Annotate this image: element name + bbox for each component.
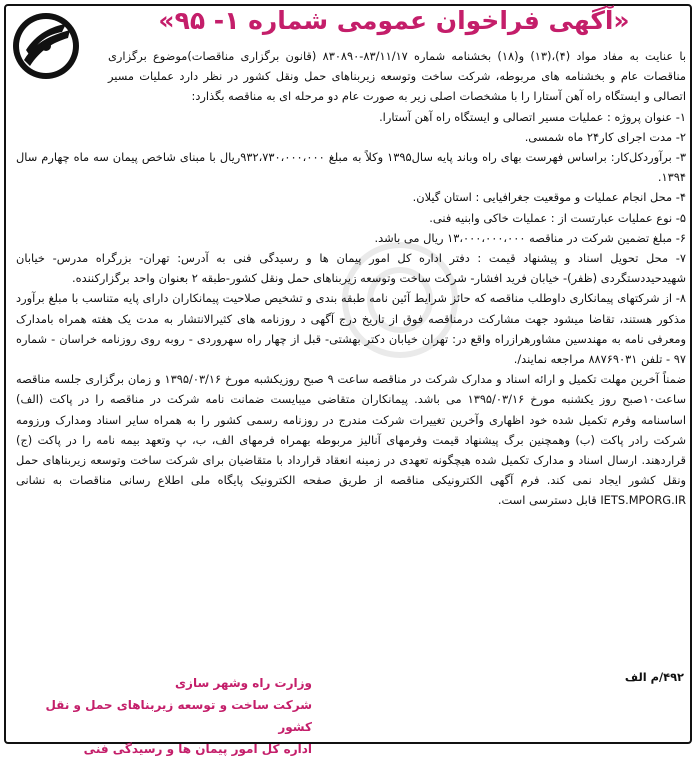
closing-paragraph: ضمناً آخرین مهلت تکمیل و ارائه اسناد و مدارک شرکت در مناقصه ساعت ۹ صبح روزیکشبه مورخ ۱۳۹۵/۰۳/۱۶ و زمان برگزاری جلسه مناقصه ساعت۱۰صبح روز یکشنبه مورخ ۱۳۹۵/۰۳/۱۶ می باشد. پیمانکاران متقاضی میبایست ضمانت نامه شرکت در مناقصه را در پاکت (الف) اساسنامه وفرم تکمیل شده خود اظهاری وآخرین تغییرات شرکت مندرج در روزنامه رسمی کشور را به همراه سایر اسناد ومدارک ورزومه شرکت رادر پاکت (ب) وهمچنین برگ پیشنهاد قیمت وفرمهای آنالیز مربوطه بهمراه فرمهای الف، ب، پ وتعهد بیمه نامه را در پاکت (ج) قراردهند. ارسال اسناد و مدارک تکمیل شده هیچگونه تعهدی در زمینه انعقاد قرارداد با متقاضیان برای شرکت ساخت وتوسعه زیربناهای حمل ونقل کشور ایجاد نمی کند. فرم آگهی الکترونیکی مناقصه از طریق صفحه الکترونیک پایگاه ملی اطلاع رسانی مناقصات به نشانی IETS.MPORG.IR قابل دسترسی است. bbox=[16, 372, 686, 508]
signature-line: اداره کل امور پیمان ها و رسیدگی فنی bbox=[83, 742, 312, 756]
list-item: ۶- مبلغ تضمین شرکت در مناقصه ۱۳،۰۰۰،۰۰۰،۰۰۰ ریال می باشد. bbox=[374, 230, 686, 245]
list-item: ۸- از شرکتهای پیمانکاری داوطلب مناقصه که حائز شرایط آئین نامه طبقه بندی و تشخیص صلاحیت پیمانکاران دارای پایه متناسب با مبلغ برآورد مذکور هستند، تقاضا میشود جهت مشارکت درمناقصه فوق از تاریخ درج آگهی د روزنامه های کثیرالانتشار به مدت یک هفته همراه بامدارک ومعرفی نامه به مهندسین مشاورهرازراه واقع در: تهران خیابان دکتر بهشتی- قبل از چهار راه سهروردی - روبه روی روزنامه خراسان - شماره ۹۷ - تلفن ۸۸۷۶۹۰۳۱ مراجعه نمایند/. bbox=[16, 291, 686, 367]
list-item: ۱- عنوان پروژه : عملیات مسیر اتصالی و ایستگاه راه آهن آستارا. bbox=[379, 109, 686, 124]
list-item: ۳- برآوردکل‌کار: براساس فهرست بهای راه وباند پایه سال۱۳۹۵ وکلاً به مبلغ ۹۳۲،۷۳۰،۰۰۰،۰۰۰ریال با مبنای شاخص پیمان سه ماه چهارم سال ۱۳۹۴. bbox=[16, 150, 686, 185]
list-item: ۴- محل انجام عملیات و موقعیت جغرافیایی : استان گیلان. bbox=[412, 190, 686, 205]
intro-paragraph: با عنایت به مفاد مواد (۴)،(۱۳) و(۱۸) بخشنامه شماره ۸۳/۱۱/۱۷-۸۳۰۸۹۰ (قانون برگزاری مناقصات)موضوع برگزاری مناقصات عام و بخشنامه های مربوطه، شرکت ساخت وتوسعه زیربناهای حمل ونقل کشور در نظر دارد عملیات مسیر اتصالی و ایستگاه راه آهن آستارا را با مشخصات اصلی زیر به صورت عام دو مرحله ای به مناقصه بگذارد: bbox=[108, 49, 687, 104]
signature-line: شرکت ساخت و توسعه زیربناهای حمل و نقل کشور bbox=[45, 698, 312, 734]
notice-title: «آگهی فراخوان عمومی شماره ۱- ۹۵» bbox=[158, 6, 630, 35]
notice-body bbox=[16, 46, 686, 511]
list-item: ۲- مدت اجرای کار۲۴ ماه شمسی. bbox=[524, 129, 686, 144]
signature-line: وزارت راه وشهر سازی bbox=[175, 676, 312, 690]
list-item: ۵- نوع عملیات عبارتست از : عملیات خاکی وابنیه فنی. bbox=[429, 210, 686, 225]
signature-block bbox=[12, 672, 312, 760]
list-item: ۷- محل تحویل اسناد و پیشنهاد قیمت : دفتر اداره کل امور پیمان ها و رسیدگی فنی به آدرس: تهران- بزرگراه مدرس- خیابان شهیدحیددستگردی (ظفر)- خیابان فرید افشار- شرکت ساخت وتوسعه زیربناهای حمل ونقل کشور-طبقه ۲ بعنوان واحد برگزارکننده. bbox=[16, 251, 686, 286]
notice-code: ۴۹۲/م الف bbox=[624, 670, 684, 684]
